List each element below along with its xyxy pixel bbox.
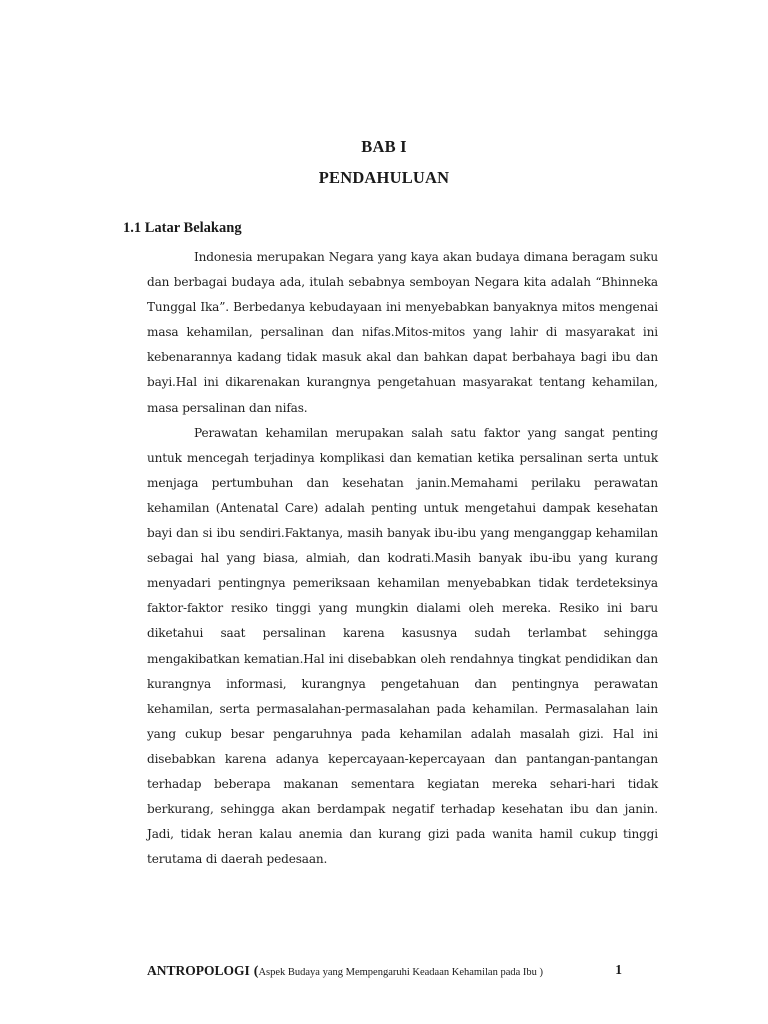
page-footer bbox=[147, 962, 622, 980]
chapter-title: PENDAHULUAN bbox=[318, 168, 450, 187]
paragraph-2: Perawatan kehamilan merupakan salah satu faktor yang sangat penting untuk mencegah terjadinya komplikasi dan kematian ketika persalinan serta untuk menjaga pertumbuhan dan kesehatan janin.Memahami perilaku perawatan kehamilan (Antenatal Care) adalah penting untuk mengetahui dampak kesehatan bayi dan si ibu sendiri.Faktanya, masih banyak ibu-ibu yang menganggap kehamilan sebagai hal yang biasa, almiah, dan kodrati.Masih banyak ibu-ibu yang kurang menyadari pentingnya pemeriksaan kehamilan menyebabkan tidak terdeteksinya faktor-faktor resiko tinggi yang mungkin dialami oleh mereka. Resiko ini baru diketahui saat persalinan karena kasusnya sudah terlambat sehingga mengakibatkan kematian.Hal ini disebabkan oleh rendahnya tingkat pendidikan dan kurangnya informasi, kurangnya pengetahuan dan pentingnya perawatan kehamilan, serta permasalahan-permasalahan pada kehamilan. Permasalahan lain yang cukup besar pengaruhnya pada kehamilan adalah masalah gizi. Hal ini disebabkan karena adanya kepercayaan-kepercayaan dan pantangan-pantangan terhadap beberapa makanan sementara kegiatan mereka sehari-hari tidak berkurang, sehingga akan berdampak negatif terhadap kesehatan ibu dan janin. Jadi, tidak heran kalau anemia dan kurang gizi pada wanita hamil cukup tinggi terutama di daerah pedesaan. bbox=[147, 425, 658, 867]
section-heading: 1.1 Latar Belakang bbox=[123, 220, 242, 236]
footer-paren-open: ( bbox=[253, 964, 259, 979]
footer-subtitle: Aspek Budaya yang Mempengaruhi Keadaan Kehamilan pada Ibu ) bbox=[258, 967, 544, 978]
chapter-number: BAB I bbox=[361, 137, 407, 156]
paragraph-1: Indonesia merupakan Negara yang kaya akan budaya dimana beragam suku dan berbagai budaya ada, itulah sebabnya semboyan Negara kita adalah “Bhinneka Tunggal Ika”. Berbedanya kebudayaan ini menyebabkan banyaknya mitos mengenai masa kehamilan, persalinan dan nifas.Mitos-mitos yang lahir di masyarakat ini kebenarannya kadang tidak masuk akal dan bahkan dapat berbahaya bagi ibu dan bayi.Hal ini dikarenakan kurangnya pengetahuan masyarakat tentang kehamilan, masa persalinan dan nifas. bbox=[147, 250, 658, 415]
footer-title: ANTROPOLOGI bbox=[147, 963, 250, 978]
page-number: 1 bbox=[615, 962, 622, 977]
body-text bbox=[147, 245, 658, 872]
